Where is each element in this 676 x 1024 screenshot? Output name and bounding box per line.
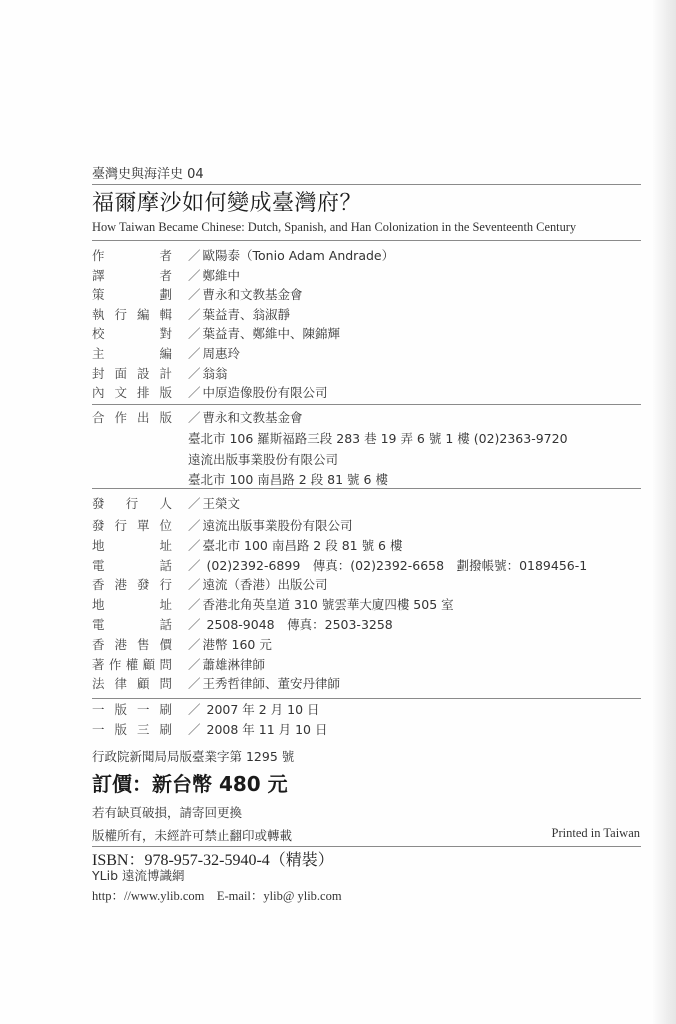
field-value: ／ 葉益青、鄭維中、陳錦輝 <box>188 326 341 342</box>
field-label: 發 行 單 位 <box>92 518 172 533</box>
publisher-row <box>92 655 265 675</box>
field-value: ／ 曹永和文教基金會 <box>188 287 303 303</box>
field-label: 著 作 權 顧 問 <box>92 656 172 672</box>
credit-row <box>92 344 240 364</box>
field-label: 香 港 售 價 <box>92 636 172 652</box>
field-value: ／ 港幣 160 元 <box>188 636 272 652</box>
field-value: ／ 2007 年 2 月 10 日 <box>188 702 320 717</box>
field-label: 一 版 一 刷 <box>92 702 172 717</box>
divider <box>92 184 641 185</box>
publisher-row <box>92 615 393 635</box>
copublish-row <box>92 408 303 428</box>
field-label: 電 話 <box>92 557 172 573</box>
field-label: 電 話 <box>92 617 172 632</box>
publisher-row <box>92 595 454 615</box>
copublish-line: 臺北市 106 羅斯福路三段 283 巷 19 弄 6 號 1 樓 (02)2363-9720 <box>188 431 568 446</box>
divider <box>92 698 641 699</box>
credit-row <box>92 246 394 266</box>
copublish-line: 遠流出版事業股份有限公司 <box>188 451 339 467</box>
credit-row <box>92 266 240 286</box>
credit-row <box>92 285 303 305</box>
field-value: ／ 翁翁 <box>188 365 228 381</box>
publisher-row <box>92 516 353 536</box>
copublish-line: 臺北市 100 南昌路 2 段 81 號 6 樓 <box>188 472 388 487</box>
field-value: ／ 歐陽泰（Tonio Adam Andrade） <box>188 248 395 263</box>
field-label: 校 對 <box>92 326 172 342</box>
registration-number: 行政院新聞局局版臺業字第 1295 號 <box>92 749 295 764</box>
field-label: 香 港 發 行 <box>92 577 172 593</box>
field-value: ／ 葉益青、翁淑靜 <box>188 306 291 322</box>
copyright-notice: 版權所有，未經許可禁止翻印或轉載 <box>92 828 293 843</box>
series-label: 臺灣史與海洋史 04 <box>92 167 204 182</box>
field-value: ／ 2508-9048 傳真：2503-3258 <box>188 617 393 632</box>
field-label: 執 行 編 輯 <box>92 306 172 322</box>
page-gutter-shadow <box>652 0 676 1024</box>
website-email: http：//www.ylib.com E-mail：ylib@ ylib.com <box>92 889 342 903</box>
book-title-english: How Taiwan Became Chinese: Dutch, Spanish, and Han Colonization in the Seventeenth Century <box>92 220 577 234</box>
book-title-chinese: 福爾摩沙如何變成臺灣府？ <box>92 191 363 216</box>
field-label: 發 行 人 <box>92 496 172 511</box>
printed-in-label: Printed in Taiwan <box>551 826 640 840</box>
field-value: ／ 2008 年 11 月 10 日 <box>188 722 328 737</box>
edition-row <box>92 700 320 720</box>
publisher-row <box>92 556 587 576</box>
field-value: ／ 中原造像股份有限公司 <box>188 385 328 401</box>
defect-notice: 若有缺頁破損，請寄回更換 <box>92 805 243 820</box>
credit-row <box>92 305 290 325</box>
field-value: ／ (02)2392-6899 傳真：(02)2392-6658 劃撥帳號：0189456-1 <box>188 557 588 573</box>
field-label: 地 址 <box>92 537 172 553</box>
field-label: 主 編 <box>92 346 172 361</box>
field-label: 譯 者 <box>92 267 172 283</box>
field-value: ／ 臺北市 100 南昌路 2 段 81 號 6 樓 <box>188 537 403 553</box>
field-label: 一 版 三 刷 <box>92 722 172 737</box>
field-value: ／ 周惠玲 <box>188 346 241 361</box>
field-value: ／ 曹永和文教基金會 <box>188 410 303 425</box>
credit-row <box>92 364 228 384</box>
field-value: ／ 王秀哲律師、董安丹律師 <box>188 676 341 692</box>
credit-row <box>92 383 328 403</box>
publisher-row <box>92 536 402 556</box>
publisher-row <box>92 494 240 514</box>
field-label: 法 律 顧 問 <box>92 676 172 692</box>
publisher-row <box>92 575 328 595</box>
field-value: ／ 遠流出版事業股份有限公司 <box>188 518 353 533</box>
field-label: 封 面 設 計 <box>92 365 172 381</box>
field-label: 策 劃 <box>92 287 172 303</box>
field-label: 作 者 <box>92 248 172 263</box>
edition-row <box>92 720 327 740</box>
publisher-row <box>92 674 340 694</box>
divider <box>92 404 641 405</box>
field-value: ／ 香港北角英皇道 310 號雲華大廈四樓 505 室 <box>188 597 454 613</box>
field-label: 地 址 <box>92 597 172 613</box>
field-label: 內 文 排 版 <box>92 385 172 401</box>
ylib-name: YLib 遠流博識網 <box>92 868 185 883</box>
field-value: ／ 遠流（香港）出版公司 <box>188 577 328 593</box>
divider <box>92 240 641 241</box>
field-value: ／ 鄭維中 <box>188 267 241 283</box>
publisher-row <box>92 635 272 655</box>
credit-row <box>92 324 340 344</box>
field-value: ／ 蕭雄淋律師 <box>188 656 266 672</box>
field-value: ／ 王榮文 <box>188 496 241 511</box>
divider <box>92 488 641 489</box>
price: 訂價：新台幣 480 元 <box>92 772 288 796</box>
isbn: ISBN：978-957-32-5940-4（精裝） <box>92 852 334 869</box>
field-label: 合 作 出 版 <box>92 410 172 425</box>
